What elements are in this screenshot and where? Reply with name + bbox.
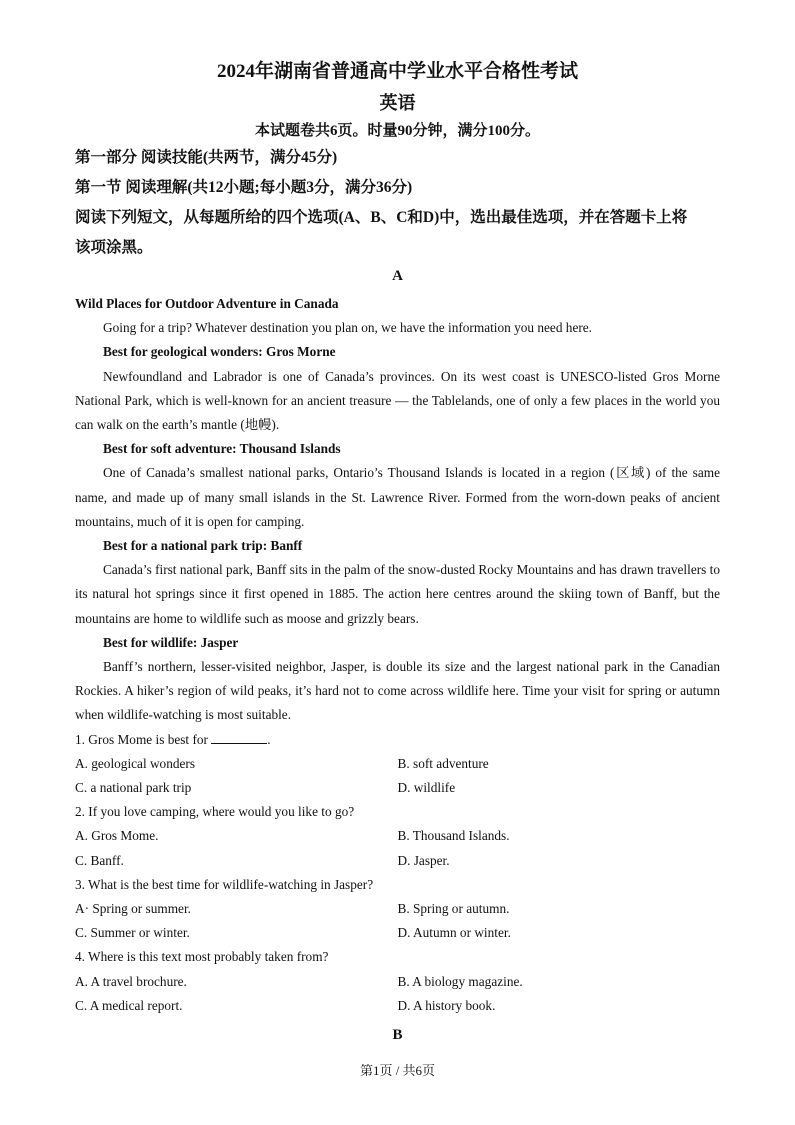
question-3: 3. What is the best time for wildlife-watching in Jasper? xyxy=(75,876,374,892)
option-d: D. wildlife xyxy=(397,780,456,796)
options-row xyxy=(75,994,720,1018)
next-passage-label: B xyxy=(392,1027,403,1043)
option-c: C. Summer or winter. xyxy=(75,925,190,941)
section-heading: Best for soft adventure: Thousand Islands xyxy=(103,441,341,457)
options-row xyxy=(75,897,720,921)
option-a: A· Spring or summer. xyxy=(75,901,191,917)
section-heading: 第一节 阅读理解(共12小题;每小题3分，满分36分) xyxy=(75,179,413,196)
options-row xyxy=(75,921,720,945)
section-text: Banff’s northern, lesser-visited neighbor, Jasper, is double its size and the largest national park in the Canadian Rockies. A hiker’s region of wild peaks, it’s hard not to come across wildlife here. Time your visit for spring or autumn when wildlife-watching is most suitable. xyxy=(75,659,720,723)
page-footer: 第1页 / 共6页 xyxy=(359,1063,436,1078)
options-row xyxy=(75,849,720,873)
option-c: C. A medical report. xyxy=(75,997,183,1013)
section-heading: Best for a national park trip: Banff xyxy=(103,538,303,554)
section-text: Newfoundland and Labrador is one of Canada’s provinces. On its west coast is UNESCO-listed Gros Morne National Park, which is well-known for an ancient treasure — the Tablelands, one of only a few places in the world you can walk on the earth’s mantle (地幔). xyxy=(75,368,720,433)
options-row xyxy=(75,752,720,776)
question-4: 4. Where is this text most probably taken from? xyxy=(75,949,329,965)
option-a: A. geological wonders xyxy=(75,755,196,771)
section-text: One of Canada’s smallest national parks, Ontario’s Thousand Islands is located in a region (区域) of the same name, and made up of many small islands in the St. Lawrence River. Formed from the worn-down peaks of ancient mountains, much of it is open for camping. xyxy=(75,465,720,529)
part-heading: 第一部分 阅读技能(共两节，满分45分) xyxy=(75,149,338,166)
exam-title: 2024年湖南省普通高中学业水平合格性考试 xyxy=(216,61,578,82)
option-b: B. A biology magazine. xyxy=(397,973,523,989)
option-d: D. Autumn or winter. xyxy=(397,925,511,941)
option-a: A. A travel brochure. xyxy=(75,973,187,989)
subject: 英语 xyxy=(379,93,416,113)
option-d: D. A history book. xyxy=(397,997,496,1013)
options-row xyxy=(75,824,720,848)
section-heading: Best for wildlife: Jasper xyxy=(103,634,239,650)
question-2: 2. If you love camping, where would you like to go? xyxy=(75,804,355,820)
passage-body xyxy=(75,292,720,1018)
options-row xyxy=(75,970,720,994)
passage-intro: Going for a trip? Whatever destination you plan on, we have the information you need here. xyxy=(103,320,592,336)
section-text: Canada’s first national park, Banff sits in the palm of the snow-dusted Rocky Mountains and has drawn travellers to its natural hot springs since it first opened in 1885. The action here centres around the skiing town of Banff, but the mountains are home to wildlife such as moose and grizzly bears. xyxy=(75,562,720,626)
instruction: 阅读下列短文，从每题所给的四个选项(A、B、C和D)中，选出最佳选项，并在答题卡上将 xyxy=(75,209,688,226)
option-c: C. Banff. xyxy=(75,852,124,868)
instruction-cont: 该项涂黑。 xyxy=(75,239,153,256)
option-b: B. soft adventure xyxy=(397,755,489,771)
section-heading: Best for geological wonders: Gros Morne xyxy=(103,344,336,360)
options-row xyxy=(75,776,720,800)
passage-title: Wild Places for Outdoor Adventure in Canada xyxy=(75,296,339,311)
answer-blank xyxy=(211,731,267,744)
passage-label: A xyxy=(392,268,403,284)
option-b: B. Spring or autumn. xyxy=(397,901,510,917)
question-text: 1. Gros Mome is best for xyxy=(75,731,208,747)
exam-info: 本试题卷共6页。时量90分钟，满分100分。 xyxy=(254,123,540,139)
question-1: 1. Gros Mome is best for . xyxy=(75,731,271,747)
option-a: A. Gros Mome. xyxy=(75,828,159,844)
option-d: D. Jasper. xyxy=(397,852,450,868)
option-c: C. a national park trip xyxy=(75,780,192,796)
option-b: B. Thousand Islands. xyxy=(397,828,510,844)
